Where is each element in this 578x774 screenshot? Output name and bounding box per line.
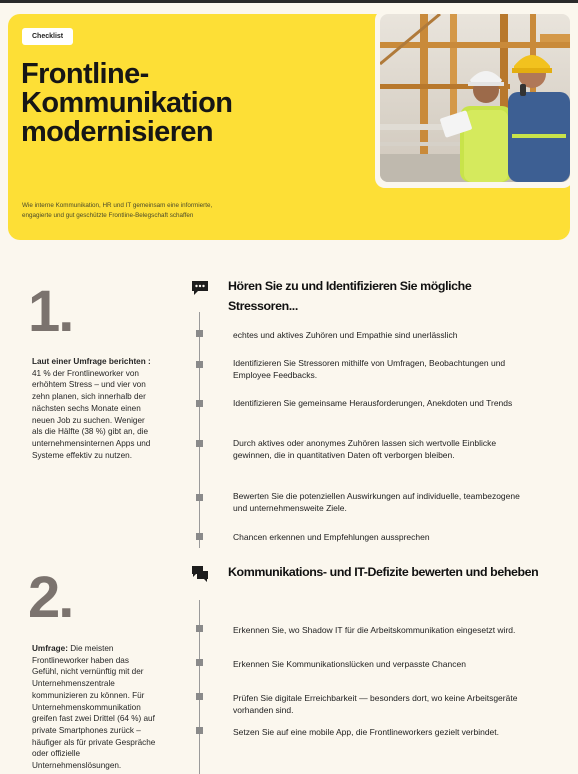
section-2-bullet — [196, 693, 203, 700]
section-2-title: Kommunikations- und IT-Defizite bewerten und beheben — [228, 565, 539, 579]
section-1-item: Identifizieren Sie Stressoren mithilfe von Umfragen, Beobachtungen und Employee Feedbacks. — [233, 358, 506, 381]
section-2-note-bold: Umfrage: — [32, 644, 68, 653]
section-1-title-line-2: Stressoren... — [228, 299, 298, 313]
chat-bubble-icon — [191, 280, 209, 296]
section-2-item: Erkennen Sie Kommunikationslücken und verpasste Chancen — [233, 659, 466, 669]
subtitle-line-1: Wie interne Kommunikation, HR und IT gemeinsam eine informierte, — [22, 202, 213, 209]
section-2-bullet — [196, 727, 203, 734]
section-2-note-text: Die meisten Frontlineworker haben das Gefühl, nicht vernünftig mit der Unternehmenszentrale kommunizieren zu können. Für Unternehmenskommunikation greifen fast zwei Drittel (64 %) auf private Smartphones zurück – häufiger als für private Gespräche oder offizielle Unternehmenslösungen. — [32, 644, 156, 771]
section-2-item: Erkennen Sie, wo Shadow IT für die Arbeitskommunikation eingesetzt wird. — [233, 625, 516, 635]
section-2-number: 2. — [28, 565, 73, 630]
section-2-note — [32, 643, 157, 772]
page-subtitle — [22, 201, 322, 220]
section-1-bullet — [196, 330, 203, 337]
section-1-note-bold: Laut einer Umfrage berichten : — [32, 357, 151, 366]
subtitle-line-2: engagierte und gut geschützte Frontline-Belegschaft schaffen — [22, 211, 194, 219]
section-2-item: Prüfen Sie digitale Erreichbarkeit — besonders dort, wo keine Arbeitsgeräte vorhanden sind. — [233, 693, 518, 716]
section-2-item: Setzen Sie auf eine mobile App, die Frontlineworkers gezielt verbindet. — [233, 727, 500, 737]
section-1-bullet — [196, 361, 203, 368]
checklist-badge: Checklist — [22, 28, 73, 45]
section-2-bullet — [196, 625, 203, 632]
title-line-1: Frontline- — [21, 58, 149, 90]
section-1-number: 1. — [28, 279, 73, 344]
section-1-item: Identifizieren Sie gemeinsame Herausforderungen, Anekdoten und Trends — [233, 398, 513, 408]
hero-photo — [380, 14, 570, 182]
section-1-title-line-1: Hören Sie zu und Identifizieren Sie mögliche — [228, 279, 472, 293]
section-1-note — [32, 356, 157, 461]
section-1-bullet — [196, 533, 203, 540]
section-1-item: Durch aktives oder anonymes Zuhören lassen sich wertvolle Einblicke gewinnen, die in quantitativen Daten oft verborgen bleiben. — [233, 438, 497, 461]
section-1-note-text: 41 % der Frontlineworker von erhöhtem Stress – und vier von zehn planen, sich innerhalb der nächsten sechs Monate einen neuen Job zu suchen. Weniger als die Hälfte (38 %) gibt an, die unternehmensinternen Apps und Systeme effektiv zu nutzen. — [32, 368, 151, 460]
section-1-bullet — [196, 494, 203, 501]
title-line-2: Kommunikation — [21, 87, 233, 119]
section-1-item: echtes und aktives Zuhören und Empathie sind unerlässlich — [233, 330, 458, 340]
section-1-bullet — [196, 400, 203, 407]
title-line-3: modernisieren — [21, 116, 214, 148]
section-1-item: Chancen erkennen und Empfehlungen aussprechen — [233, 532, 430, 542]
section-2-bullet — [196, 659, 203, 666]
page-title — [21, 60, 351, 147]
section-1-title — [228, 276, 471, 316]
chat-bubbles-icon — [191, 565, 209, 583]
section-1-item: Bewerten Sie die potenziellen Auswirkungen auf individuelle, teambezogene und unternehmensweite Ziele. — [233, 491, 520, 514]
section-1-bullet — [196, 440, 203, 447]
section-1-timeline — [199, 312, 200, 548]
top-border — [0, 0, 578, 3]
